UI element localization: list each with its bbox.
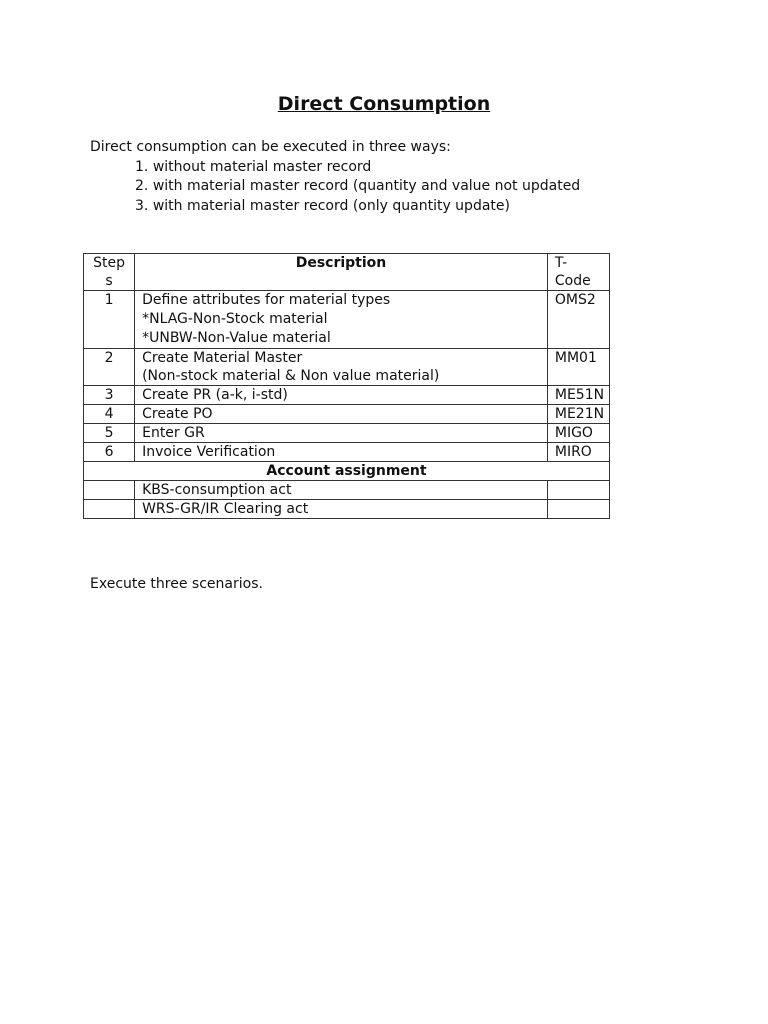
step-description <box>135 424 548 443</box>
step-number <box>84 500 135 519</box>
intro-text: Direct consumption can be executed in three ways: <box>90 139 451 155</box>
step-description <box>135 443 548 462</box>
section-header: Account assignment <box>84 462 610 481</box>
table-header-row <box>84 254 610 291</box>
step-number: 3 <box>84 386 135 405</box>
assignment-description: KBS-consumption act <box>135 481 548 500</box>
description-line: Create Material Master <box>142 350 303 366</box>
table-row <box>84 481 610 500</box>
intro-section <box>90 138 690 216</box>
document-title: Direct Consumption <box>277 93 491 115</box>
section-header-row <box>84 462 610 481</box>
column-header-tcode: T-Code <box>547 254 609 291</box>
step-tcode: ME51N <box>547 386 609 405</box>
description-line: *NLAG-Non-Stock material <box>142 311 328 327</box>
table-row <box>84 500 610 519</box>
step-tcode <box>547 481 609 500</box>
step-number <box>84 481 135 500</box>
table-row <box>84 424 610 443</box>
step-tcode: ME21N <box>547 405 609 424</box>
list-item-text: with material master record (only quantity update) <box>152 197 510 214</box>
step-tcode: OMS2 <box>547 291 609 349</box>
description-line: Invoice Verification <box>142 444 276 460</box>
description-line: Create PR (a-k, i-std) <box>142 387 288 403</box>
list-item-number: 2. <box>135 178 149 194</box>
list-item-number: 3. <box>135 197 149 214</box>
step-description <box>135 349 548 386</box>
step-number: 4 <box>84 405 135 424</box>
closing-text: Execute three scenarios. <box>90 576 263 592</box>
list-item <box>90 177 690 197</box>
column-header-description: Description <box>135 254 548 291</box>
step-number: 1 <box>84 291 135 349</box>
table-row <box>84 443 610 462</box>
ways-list <box>90 158 690 217</box>
list-item-number: 1. <box>135 158 149 175</box>
steps-table <box>83 253 610 519</box>
table-row <box>84 291 610 349</box>
step-description <box>135 386 548 405</box>
description-line: Define attributes for material types <box>142 292 391 308</box>
step-tcode: MM01 <box>547 349 609 386</box>
step-number: 2 <box>84 349 135 386</box>
table-row <box>84 405 610 424</box>
step-tcode: MIGO <box>547 424 609 443</box>
description-line: (Non-stock material & Non value material) <box>142 368 440 384</box>
step-number: 5 <box>84 424 135 443</box>
description-line: Enter GR <box>142 425 205 441</box>
list-item <box>90 158 690 178</box>
step-number: 6 <box>84 443 135 462</box>
column-header-steps: Steps <box>84 254 135 291</box>
list-item-text: without material master record <box>152 158 372 175</box>
step-tcode <box>547 500 609 519</box>
list-item <box>90 197 690 217</box>
table-row <box>84 386 610 405</box>
assignment-description: WRS-GR/IR Clearing act <box>135 500 548 519</box>
description-line: *UNBW-Non-Value material <box>142 330 331 346</box>
description-line: Create PO <box>142 406 213 422</box>
table-row <box>84 349 610 386</box>
step-tcode: MIRO <box>547 443 609 462</box>
list-item-text: with material master record (quantity and value not updated <box>152 178 581 194</box>
step-description <box>135 405 548 424</box>
step-description <box>135 291 548 349</box>
